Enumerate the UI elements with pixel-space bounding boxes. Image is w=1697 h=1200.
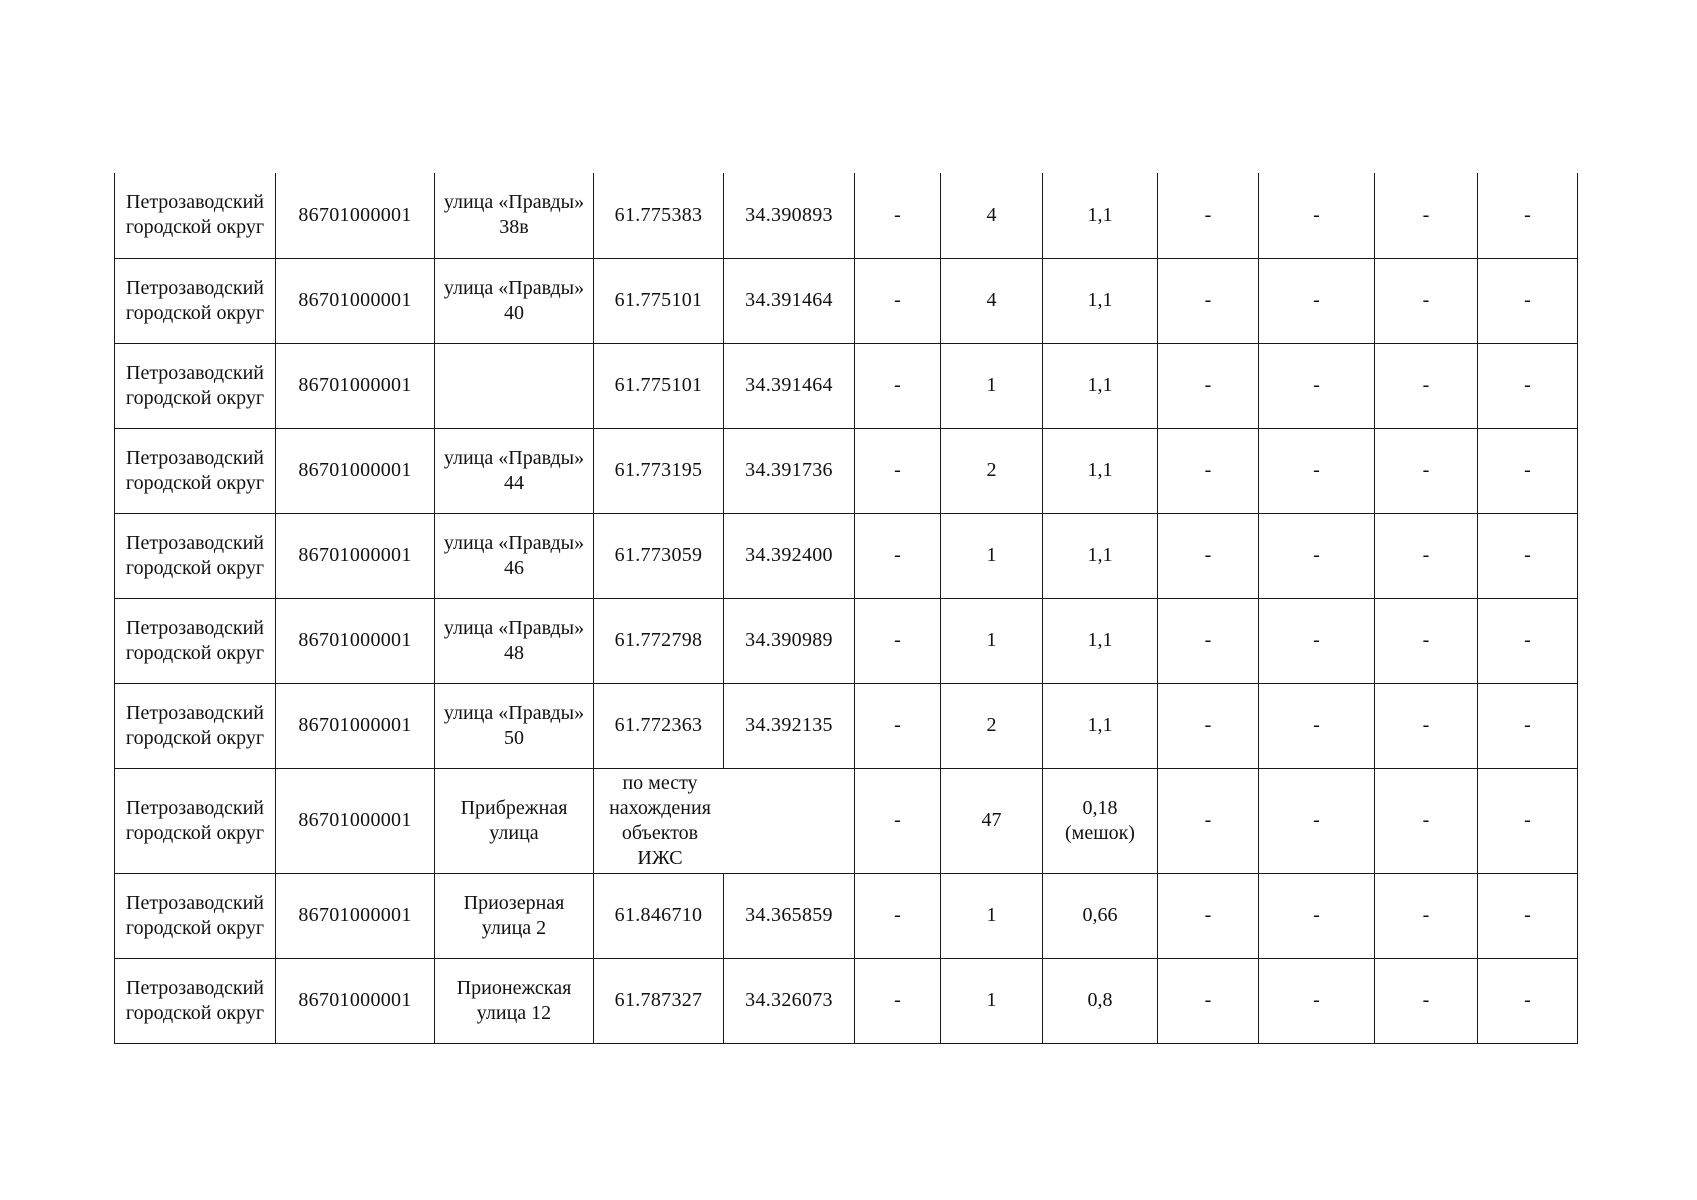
longitude-cell: 34.391736 — [724, 428, 855, 513]
container-volume-cell: 1,1 — [1043, 258, 1158, 343]
container-count-cell: 1 — [941, 958, 1043, 1043]
oktmo-cell: 86701000001 — [276, 598, 435, 683]
dash-cell: - — [1375, 428, 1478, 513]
dash-cell: - — [1478, 683, 1578, 768]
waste-sites-table — [114, 173, 1578, 1044]
longitude-cell: 34.392400 — [724, 513, 855, 598]
longitude-cell: 34.390893 — [724, 173, 855, 258]
container-count-cell: 47 — [941, 768, 1043, 873]
dash-cell: - — [1375, 958, 1478, 1043]
longitude-cell: 34.391464 — [724, 258, 855, 343]
container-volume-text: 0,18 (мешок) — [1065, 796, 1135, 844]
longitude-cell: 34.392135 — [724, 683, 855, 768]
dash-cell: - — [1158, 598, 1259, 683]
dash-cell: - — [1259, 683, 1375, 768]
latitude-cell: 61.772798 — [594, 598, 724, 683]
dash-cell: - — [1259, 598, 1375, 683]
municipality-cell: Петрозаводский городской округ — [115, 958, 276, 1043]
latitude-cell: 61.773195 — [594, 428, 724, 513]
latitude-cell: 61.773059 — [594, 513, 724, 598]
dash-cell: - — [1259, 958, 1375, 1043]
container-count-cell: 1 — [941, 513, 1043, 598]
container-volume-cell: 0,66 — [1043, 873, 1158, 958]
dash-cell: - — [1158, 873, 1259, 958]
container-count-cell: 1 — [941, 343, 1043, 428]
table-row — [115, 173, 1578, 258]
municipality-cell: Петрозаводский городской округ — [115, 428, 276, 513]
dash-cell: - — [855, 683, 941, 768]
dash-cell: - — [1375, 683, 1478, 768]
dash-cell: - — [855, 258, 941, 343]
municipality-cell: Петрозаводский городской округ — [115, 873, 276, 958]
dash-cell: - — [1478, 428, 1578, 513]
location-text: по месту нахождения объектов ИЖС — [609, 771, 711, 869]
dash-cell: - — [1259, 873, 1375, 958]
table-row — [115, 958, 1578, 1043]
container-volume-cell: 1,1 — [1043, 173, 1158, 258]
oktmo-cell: 86701000001 — [276, 428, 435, 513]
dash-cell: - — [1478, 958, 1578, 1043]
address-cell: улица «Правды» 40 — [435, 258, 594, 343]
dash-cell: - — [855, 343, 941, 428]
address-cell: улица «Правды» 38в — [435, 173, 594, 258]
dash-cell: - — [1375, 258, 1478, 343]
dash-cell: - — [1375, 173, 1478, 258]
latitude-cell: 61.775383 — [594, 173, 724, 258]
dash-cell: - — [1375, 598, 1478, 683]
dash-cell: - — [1259, 258, 1375, 343]
dash-cell: - — [1478, 873, 1578, 958]
dash-cell: - — [1478, 343, 1578, 428]
dash-cell: - — [1478, 513, 1578, 598]
address-cell: улица «Правды» 50 — [435, 683, 594, 768]
oktmo-cell: 86701000001 — [276, 683, 435, 768]
container-volume-cell: 1,1 — [1043, 343, 1158, 428]
dash-cell: - — [1158, 173, 1259, 258]
dash-cell: - — [1478, 768, 1578, 873]
table-row — [115, 768, 1578, 873]
dash-cell: - — [1375, 768, 1478, 873]
dash-cell: - — [1375, 343, 1478, 428]
dash-cell: - — [855, 873, 941, 958]
container-count-cell: 1 — [941, 873, 1043, 958]
municipality-cell: Петрозаводский городской округ — [115, 173, 276, 258]
dash-cell: - — [1478, 598, 1578, 683]
container-volume-cell: 1,1 — [1043, 683, 1158, 768]
container-count-cell: 4 — [941, 173, 1043, 258]
dash-cell: - — [1158, 343, 1259, 428]
dash-cell: - — [1259, 428, 1375, 513]
longitude-cell: 34.390989 — [724, 598, 855, 683]
table-row — [115, 683, 1578, 768]
dash-cell: - — [1158, 513, 1259, 598]
container-volume-cell: 1,1 — [1043, 513, 1158, 598]
address-cell — [435, 343, 594, 428]
dash-cell: - — [1259, 343, 1375, 428]
latitude-cell: 61.846710 — [594, 873, 724, 958]
document-page — [114, 173, 1577, 1044]
dash-cell: - — [855, 768, 941, 873]
oktmo-cell: 86701000001 — [276, 513, 435, 598]
container-volume-cell — [1043, 768, 1158, 873]
table-row — [115, 598, 1578, 683]
address-cell: улица «Правды» 48 — [435, 598, 594, 683]
municipality-cell: Петрозаводский городской округ — [115, 768, 276, 873]
dash-cell: - — [855, 598, 941, 683]
dash-cell: - — [1478, 173, 1578, 258]
dash-cell: - — [1478, 258, 1578, 343]
dash-cell: - — [1158, 683, 1259, 768]
location-cell — [594, 768, 855, 873]
dash-cell: - — [1259, 513, 1375, 598]
oktmo-cell: 86701000001 — [276, 958, 435, 1043]
oktmo-cell: 86701000001 — [276, 768, 435, 873]
dash-cell: - — [1158, 428, 1259, 513]
dash-cell: - — [1375, 873, 1478, 958]
dash-cell: - — [1375, 513, 1478, 598]
dash-cell: - — [1259, 173, 1375, 258]
table-row — [115, 343, 1578, 428]
latitude-cell: 61.775101 — [594, 343, 724, 428]
container-volume-cell: 1,1 — [1043, 598, 1158, 683]
municipality-cell: Петрозаводский городской округ — [115, 258, 276, 343]
dash-cell: - — [855, 513, 941, 598]
table-row — [115, 258, 1578, 343]
municipality-cell: Петрозаводский городской округ — [115, 513, 276, 598]
dash-cell: - — [855, 958, 941, 1043]
dash-cell: - — [855, 428, 941, 513]
address-cell: Прионежская улица 12 — [435, 958, 594, 1043]
container-count-cell: 2 — [941, 428, 1043, 513]
table-row — [115, 873, 1578, 958]
container-count-cell: 1 — [941, 598, 1043, 683]
container-volume-cell: 1,1 — [1043, 428, 1158, 513]
municipality-cell: Петрозаводский городской округ — [115, 343, 276, 428]
address-cell: Прибрежная улица — [435, 768, 594, 873]
longitude-cell: 34.391464 — [724, 343, 855, 428]
table-body — [115, 173, 1578, 1043]
container-count-cell: 4 — [941, 258, 1043, 343]
table-row — [115, 428, 1578, 513]
latitude-cell: 61.772363 — [594, 683, 724, 768]
oktmo-cell: 86701000001 — [276, 873, 435, 958]
table-row — [115, 513, 1578, 598]
longitude-cell: 34.365859 — [724, 873, 855, 958]
oktmo-cell: 86701000001 — [276, 343, 435, 428]
address-cell: улица «Правды» 44 — [435, 428, 594, 513]
dash-cell: - — [1158, 768, 1259, 873]
container-count-cell: 2 — [941, 683, 1043, 768]
latitude-cell: 61.775101 — [594, 258, 724, 343]
address-cell: улица «Правды» 46 — [435, 513, 594, 598]
container-volume-cell: 0,8 — [1043, 958, 1158, 1043]
oktmo-cell: 86701000001 — [276, 173, 435, 258]
municipality-cell: Петрозаводский городской округ — [115, 683, 276, 768]
municipality-cell: Петрозаводский городской округ — [115, 598, 276, 683]
oktmo-cell: 86701000001 — [276, 258, 435, 343]
latitude-cell: 61.787327 — [594, 958, 724, 1043]
dash-cell: - — [1158, 258, 1259, 343]
dash-cell: - — [1158, 958, 1259, 1043]
dash-cell: - — [855, 173, 941, 258]
longitude-cell: 34.326073 — [724, 958, 855, 1043]
address-cell: Приозерная улица 2 — [435, 873, 594, 958]
dash-cell: - — [1259, 768, 1375, 873]
